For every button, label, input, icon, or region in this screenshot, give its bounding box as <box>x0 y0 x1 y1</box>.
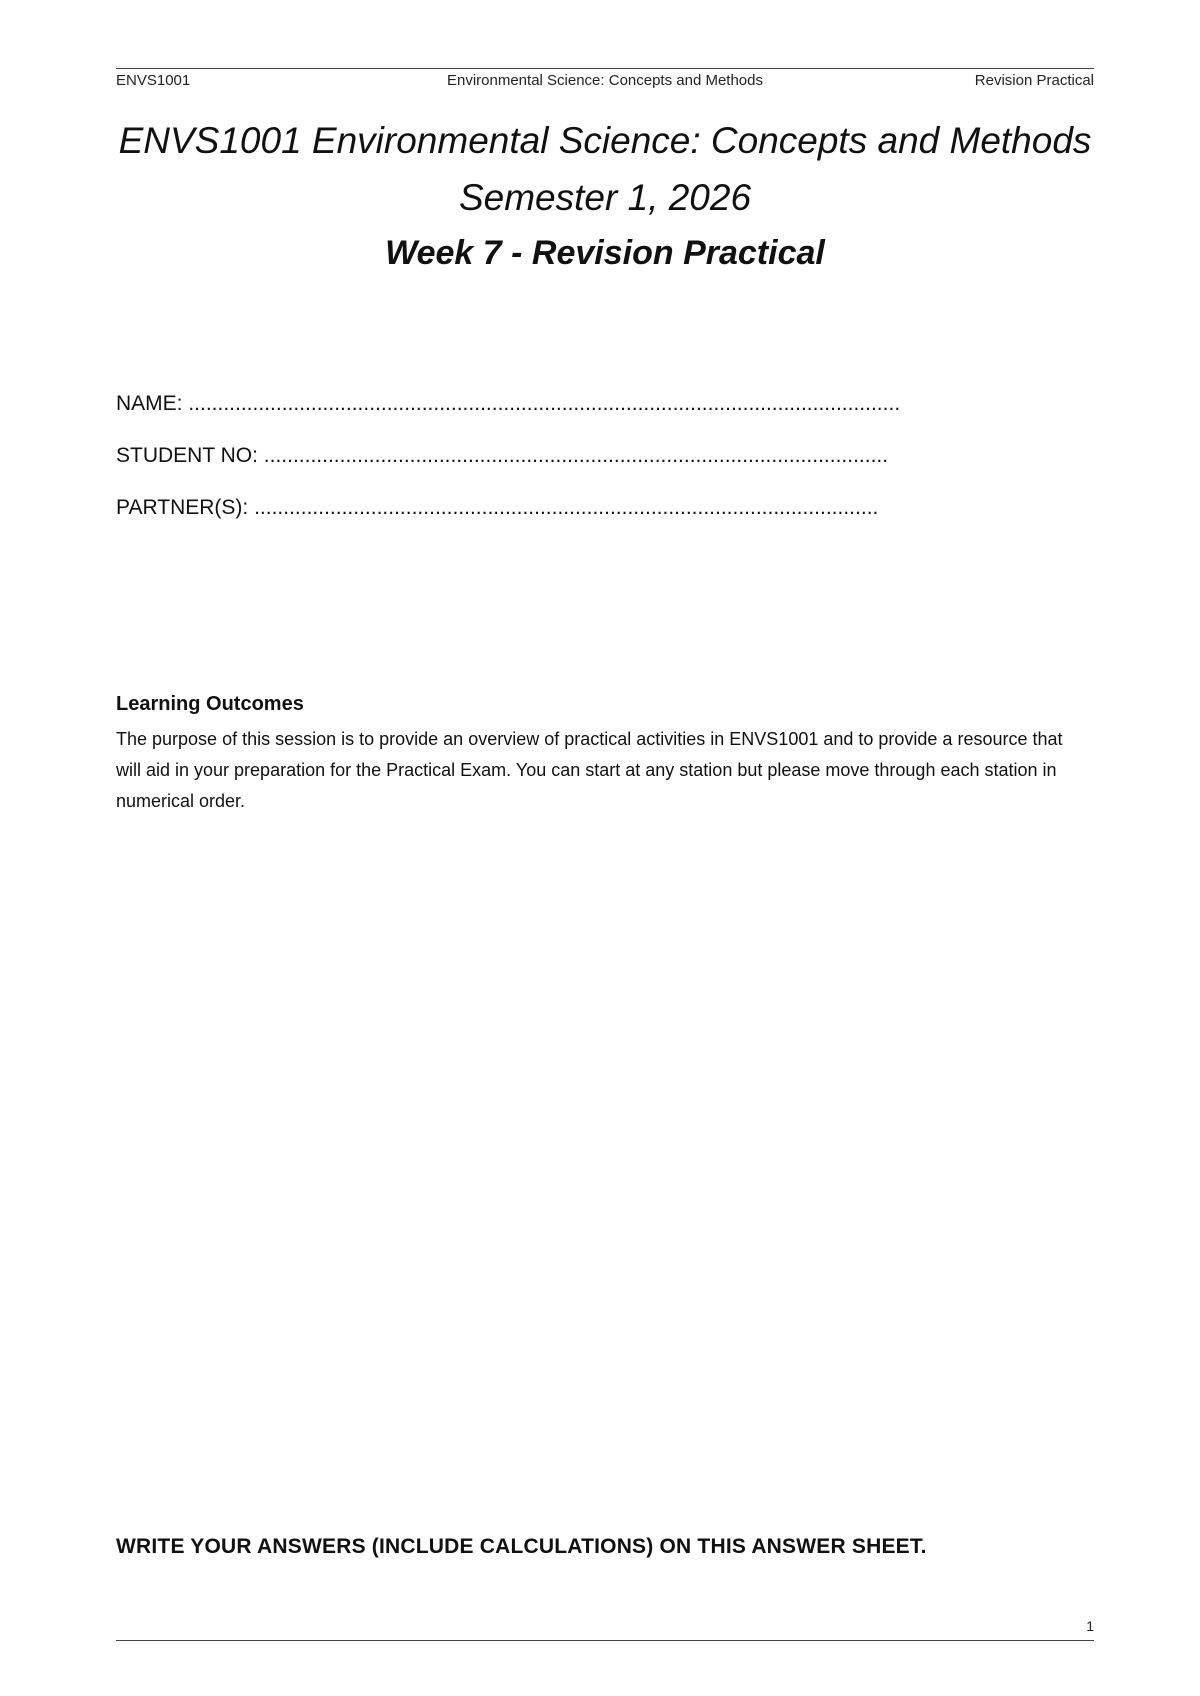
student-details <box>116 392 976 548</box>
practical-title: Week 7 - Revision Practical <box>385 234 825 272</box>
page-number: 1 <box>1086 1618 1094 1634</box>
header-document-type: Revision Practical <box>974 72 1094 89</box>
learning-outcomes-body: The purpose of this session is to provide an overview of practical activities in ENVS1001 and to provide a resource that will aid in your preparation for the Practical Exam. You can start at any station but please move through each station in numerical order. <box>116 729 1063 811</box>
answer-instruction: WRITE YOUR ANSWERS (INCLUDE CALCULATIONS) ON THIS ANSWER SHEET. <box>116 1535 927 1558</box>
running-header <box>116 72 1094 94</box>
course-title: ENVS1001 Environmental Science: Concepts and Methods <box>118 120 1092 161</box>
header-course-code: ENVS1001 <box>116 72 191 89</box>
learning-outcomes-heading: Learning Outcomes <box>116 693 304 715</box>
semester-title: Semester 1, 2026 <box>458 177 752 218</box>
footer-rule <box>116 1640 1094 1641</box>
title-block <box>116 112 1094 280</box>
name-field[interactable]: NAME: .......................................................................................................................... <box>116 392 901 415</box>
student-number-field[interactable]: STUDENT NO: ........................................................................................................... <box>116 444 889 467</box>
learning-outcomes-section <box>116 690 1076 817</box>
partners-field[interactable]: PARTNER(S): ........................................................................................................... <box>116 496 879 519</box>
header-course-title: Environmental Science: Concepts and Methods <box>446 72 763 89</box>
header-rule <box>116 68 1094 69</box>
